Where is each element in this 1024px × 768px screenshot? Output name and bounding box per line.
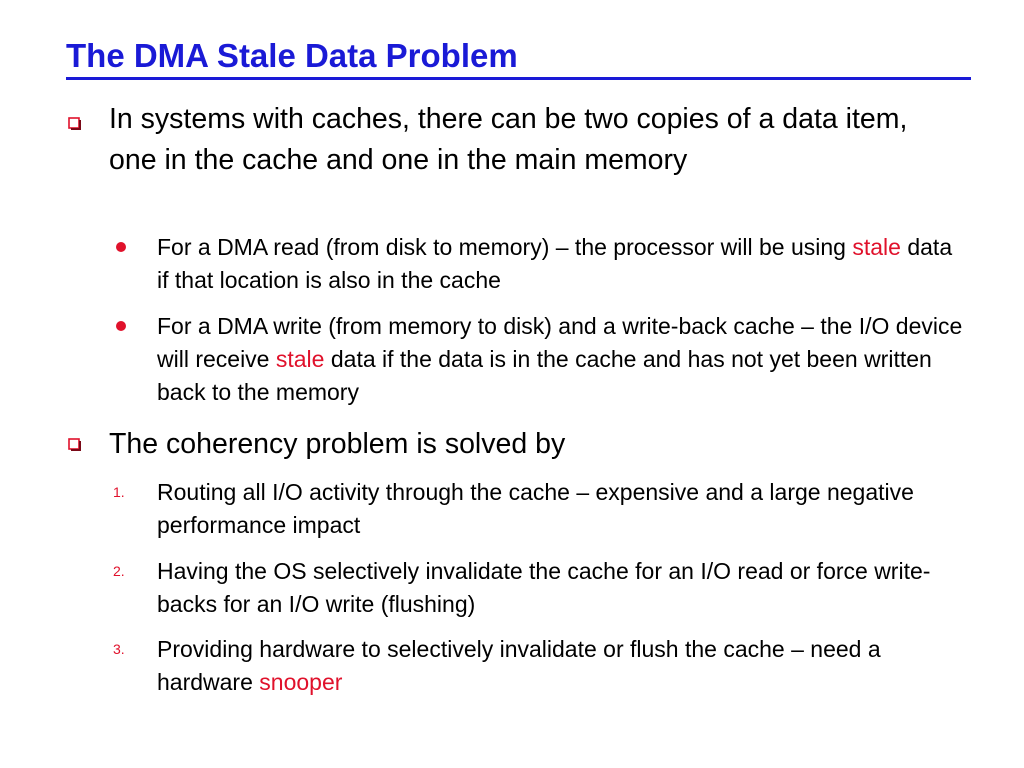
red-dot-bullet-icon (116, 242, 126, 252)
list-number: 2. (113, 563, 125, 579)
square-bullet-icon (68, 117, 82, 131)
square-bullet-icon (68, 438, 82, 452)
sub-bullet-text: For a DMA read (from disk to memory) – the processor will be using stale data if that location is also in the cache (157, 234, 953, 293)
red-dot-bullet-icon (116, 321, 126, 331)
numbered-item-text: Providing hardware to selectively invalidate or flush the cache – need a hardware snooper (157, 636, 881, 695)
highlight-word: snooper (259, 669, 343, 695)
slide-title: The DMA Stale Data Problem (66, 37, 518, 74)
highlight-word: stale (852, 234, 901, 260)
numbered-item-text: Having the OS selectively invalidate the cache for an I/O read or force write-backs for an I/O write (flushing) (157, 558, 931, 617)
bullet-point-text: The coherency problem is solved by (109, 428, 566, 460)
numbered-item-text: Routing all I/O activity through the cache – expensive and a large negative performance impact (157, 479, 914, 538)
sub-bullet-text: For a DMA write (from memory to disk) and a write-back cache – the I/O device will receive stale data if the data is in the cache and has not yet been written back to the memory (157, 313, 963, 405)
highlight-word: stale (275, 346, 325, 372)
list-number: 1. (113, 484, 125, 500)
bullet-point-text: In systems with caches, there can be two copies of a data item, one in the cache and one in the main memory (109, 103, 908, 176)
list-number: 3. (113, 641, 125, 657)
